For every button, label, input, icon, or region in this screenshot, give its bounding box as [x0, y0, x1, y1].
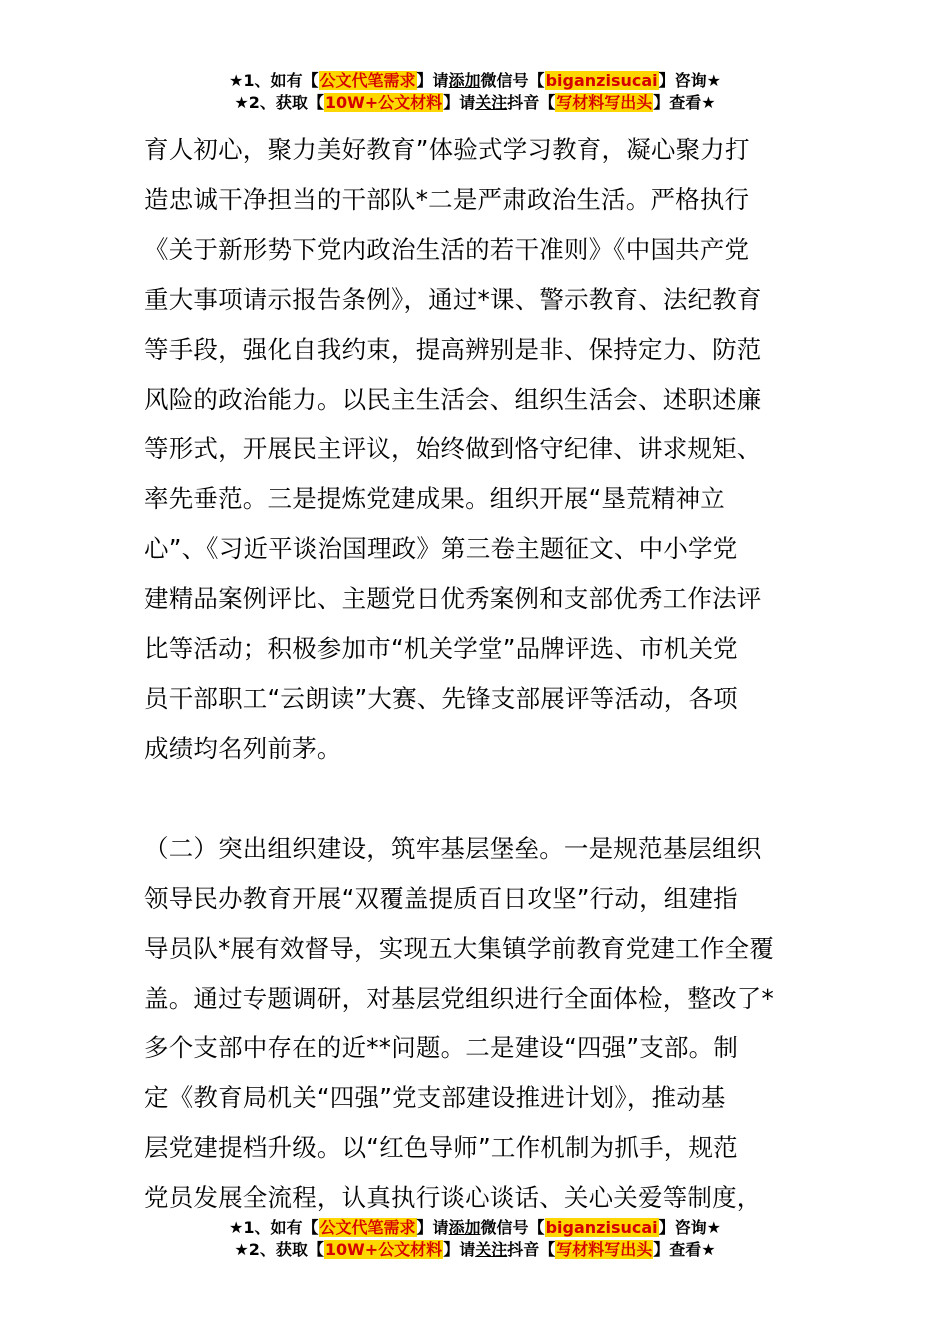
highlight-wechat-id: biganzisucai [545, 71, 658, 90]
banner-text: 】查看★ [653, 1240, 716, 1259]
banner-text: ★1、如有【 [229, 71, 319, 90]
text-line: （二）突出组织建设，筑牢基层堡垒。一是规范基层组织 [144, 833, 762, 863]
text-line: 比等活动；积极参加市“机关学堂”品牌评选、市机关党 [144, 634, 738, 664]
paragraph-1 [144, 125, 809, 774]
text-line: 党员发展全流程，认真执行谈心谈话、关心关爱等制度， [144, 1183, 762, 1213]
footer-banner [0, 1217, 950, 1261]
text-line: 率先垂范。三是提炼党建成果。组织开展“垦荒精神立 [144, 484, 725, 514]
text-line: 层党建提档升级。以“红色导师”工作机制为抓手，规范 [144, 1133, 738, 1163]
banner-line-2 [0, 92, 950, 114]
text-line: 领导民办教育开展“双覆盖提质百日攻坚”行动，组建指 [144, 883, 738, 913]
highlight-service: 公文代笔需求 [319, 71, 416, 90]
highlight-materials: 10W+公文材料 [324, 93, 443, 112]
banner-text: ★2、获取【 [234, 93, 324, 112]
text-line: 造忠诚干净担当的干部队*二是严肃政治生活。严格执行 [144, 184, 750, 214]
highlight-douyin-account: 写材料写出头 [556, 1240, 653, 1259]
paragraph-2 [144, 824, 809, 1223]
banner-text: 抖音【 [507, 93, 556, 112]
banner-underlined-text: 添加 [448, 1218, 481, 1237]
banner-text: 】咨询★ [658, 1218, 721, 1237]
highlight-service: 公文代笔需求 [319, 1218, 416, 1237]
highlight-wechat-id: biganzisucai [545, 1218, 658, 1237]
banner-underlined-text: 关注 [475, 1240, 508, 1259]
text-line: 定《教育局机关“四强”党支部建设推进计划》，推动基 [144, 1083, 726, 1113]
text-line: 建精品案例评比、主题党日优秀案例和支部优秀工作法评 [144, 584, 762, 614]
text-line: 导员队*展有效督导，实现五大集镇学前教育党建工作全覆 [144, 933, 774, 963]
text-line: 盖。通过专题调研，对基层党组织进行全面体检，整改了* [144, 983, 774, 1013]
banner-text: 】咨询★ [658, 71, 721, 90]
text-line: 等形式，开展民主评议，始终做到恪守纪律、讲求规矩、 [144, 434, 762, 464]
highlight-materials: 10W+公文材料 [324, 1240, 443, 1259]
text-line: 心”、《习近平谈治国理政》第三卷主题征文、中小学党 [144, 534, 738, 564]
text-line: 等手段，强化自我约束，提高辨别是非、保持定力、防范 [144, 334, 762, 364]
banner-text: 】查看★ [653, 93, 716, 112]
banner-text: ★2、获取【 [234, 1240, 324, 1259]
highlight-douyin-account: 写材料写出头 [556, 93, 653, 112]
text-line: 《关于新形势下党内政治生活的若干准则》《中国共产党 [144, 234, 750, 264]
banner-text: 】请 [443, 1240, 476, 1259]
banner-text: 】请 [443, 93, 476, 112]
banner-text: ★1、如有【 [229, 1218, 319, 1237]
document-body [144, 125, 809, 1223]
banner-text: 微信号【 [480, 1218, 545, 1237]
text-line: 成绩均名列前茅。 [144, 733, 342, 763]
banner-line-2 [0, 1239, 950, 1261]
text-line: 育人初心，聚力美好教育”体验式学习教育，凝心聚力打 [144, 135, 750, 164]
banner-text: 抖音【 [507, 1240, 556, 1259]
banner-underlined-text: 关注 [475, 93, 508, 112]
banner-text: 微信号【 [480, 71, 545, 90]
text-line: 重大事项请示报告条例》，通过*课、警示教育、法纪教育 [144, 284, 762, 314]
header-banner [0, 70, 950, 114]
text-line: 员干部职工“云朗读”大赛、先锋支部展评等活动，各项 [144, 683, 738, 713]
banner-line-1 [0, 70, 950, 92]
banner-text: 】请 [416, 71, 449, 90]
banner-line-1 [0, 1217, 950, 1239]
text-line: 风险的政治能力。以民主生活会、组织生活会、述职述廉 [144, 384, 762, 414]
banner-text: 】请 [416, 1218, 449, 1237]
paragraph-gap [144, 774, 809, 824]
text-line: 多个支部中存在的近**问题。二是建设“四强”支部。制 [144, 1033, 739, 1063]
banner-underlined-text: 添加 [448, 71, 481, 90]
